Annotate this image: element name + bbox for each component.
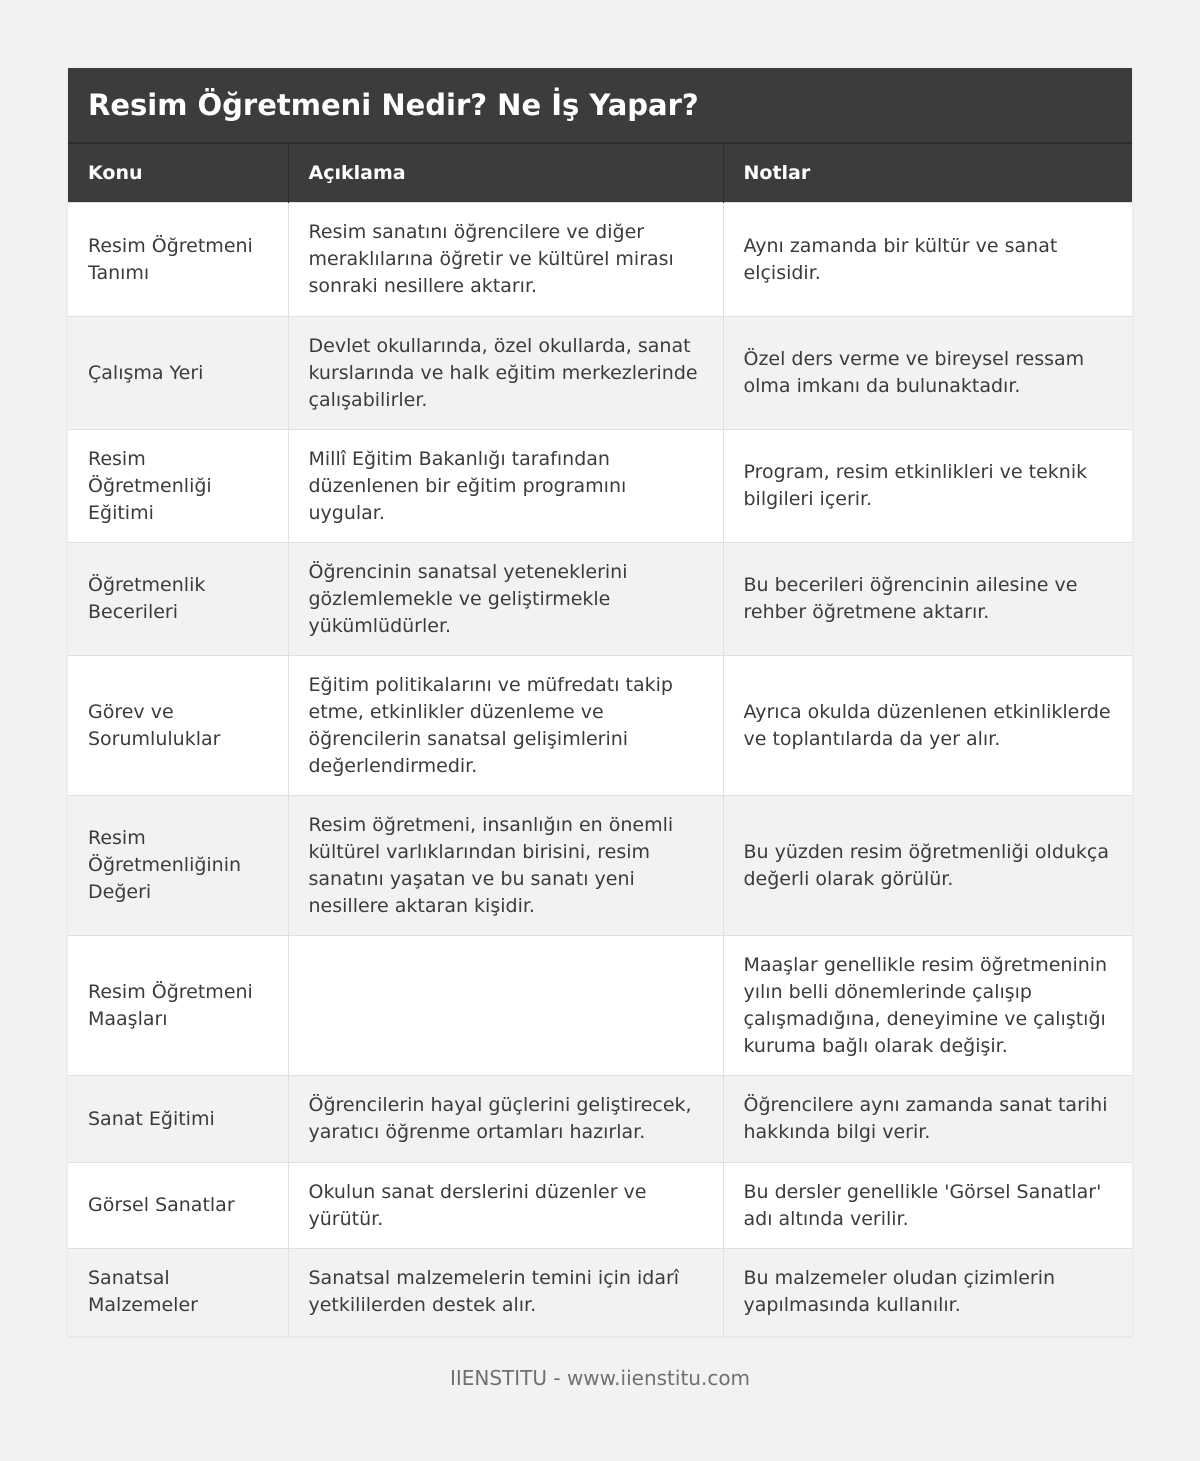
info-table: [68, 144, 1132, 1336]
table-row: [68, 936, 1132, 1076]
cell-aciklama: Resim öğretmeni, insanlığın en önemli kültürel varlıklarından birisini, resim sanatını yaşatan ve bu sanatı yeni nesillere aktaran kişidir.: [288, 796, 723, 936]
cell-notlar: Bu dersler genellikle 'Görsel Sanatlar' adı altında verilir.: [723, 1163, 1132, 1249]
table-header-row: [68, 144, 1132, 203]
cell-aciklama: Resim sanatını öğrencilere ve diğer meraklılarına öğretir ve kültürel mirası sonraki nesillere aktarır.: [288, 203, 723, 317]
cell-notlar: Bu yüzden resim öğretmenliği oldukça değerli olarak görülür.: [723, 796, 1132, 936]
cell-aciklama: Devlet okullarında, özel okullarda, sanat kurslarında ve halk eğitim merkezlerinde çalışabilirler.: [288, 317, 723, 430]
table-title: Resim Öğretmeni Nedir? Ne İş Yapar?: [68, 68, 1132, 144]
cell-konu: Öğretmenlik Becerileri: [68, 543, 288, 656]
cell-konu: Görsel Sanatlar: [68, 1163, 288, 1249]
cell-notlar: Program, resim etkinlikleri ve teknik bilgileri içerir.: [723, 430, 1132, 543]
header-konu: Konu: [68, 144, 288, 203]
cell-notlar: Özel ders verme ve bireysel ressam olma imkanı da bulunaktadır.: [723, 317, 1132, 430]
table-row: [68, 543, 1132, 656]
table-row: [68, 796, 1132, 936]
cell-konu: Resim Öğretmenliğinin Değeri: [68, 796, 288, 936]
cell-notlar: Bu malzemeler oludan çizimlerin yapılmasında kullanılır.: [723, 1249, 1132, 1336]
cell-aciklama: Okulun sanat derslerini düzenler ve yürütür.: [288, 1163, 723, 1249]
cell-aciklama: Eğitim politikalarını ve müfredatı takip etme, etkinlikler düzenleme ve öğrencilerin sanatsal gelişimlerini değerlendirmedir.: [288, 656, 723, 796]
cell-notlar: Maaşlar genellikle resim öğretmeninin yılın belli dönemlerinde çalışıp çalışmadığına, deneyimine ve çalıştığı kuruma bağlı olarak değişir.: [723, 936, 1132, 1076]
cell-konu: Sanatsal Malzemeler: [68, 1249, 288, 1336]
cell-konu: Resim Öğretmeni Maaşları: [68, 936, 288, 1076]
cell-aciklama: [288, 936, 723, 1076]
table-row: [68, 1163, 1132, 1249]
cell-notlar: Bu becerileri öğrencinin ailesine ve rehber öğretmene aktarır.: [723, 543, 1132, 656]
table-row: [68, 430, 1132, 543]
cell-konu: Resim Öğretmeni Tanımı: [68, 203, 288, 317]
cell-aciklama: Millî Eğitim Bakanlığı tarafından düzenlenen bir eğitim programını uygular.: [288, 430, 723, 543]
table-row: [68, 656, 1132, 796]
cell-konu: Resim Öğretmenliği Eğitimi: [68, 430, 288, 543]
info-card: [68, 68, 1132, 1336]
cell-aciklama: Öğrencilerin hayal güçlerini geliştirecek, yaratıcı öğrenme ortamları hazırlar.: [288, 1076, 723, 1163]
cell-aciklama: Öğrencinin sanatsal yeteneklerini gözlemlemekle ve geliştirmekle yükümlüdürler.: [288, 543, 723, 656]
cell-konu: Sanat Eğitimi: [68, 1076, 288, 1163]
footer-credit: IIENSTITU - www.iienstitu.com: [449, 1366, 751, 1390]
table-row: [68, 1076, 1132, 1163]
cell-konu: Görev ve Sorumluluklar: [68, 656, 288, 796]
header-aciklama: Açıklama: [288, 144, 723, 203]
cell-notlar: Öğrencilere aynı zamanda sanat tarihi hakkında bilgi verir.: [723, 1076, 1132, 1163]
table-row: [68, 317, 1132, 430]
header-notlar: Notlar: [723, 144, 1132, 203]
table-row: [68, 1249, 1132, 1336]
cell-konu: Çalışma Yeri: [68, 317, 288, 430]
cell-notlar: Aynı zamanda bir kültür ve sanat elçisidir.: [723, 203, 1132, 317]
cell-notlar: Ayrıca okulda düzenlenen etkinliklerde ve toplantılarda da yer alır.: [723, 656, 1132, 796]
table-row: [68, 203, 1132, 317]
cell-aciklama: Sanatsal malzemelerin temini için idarî yetkililerden destek alır.: [288, 1249, 723, 1336]
